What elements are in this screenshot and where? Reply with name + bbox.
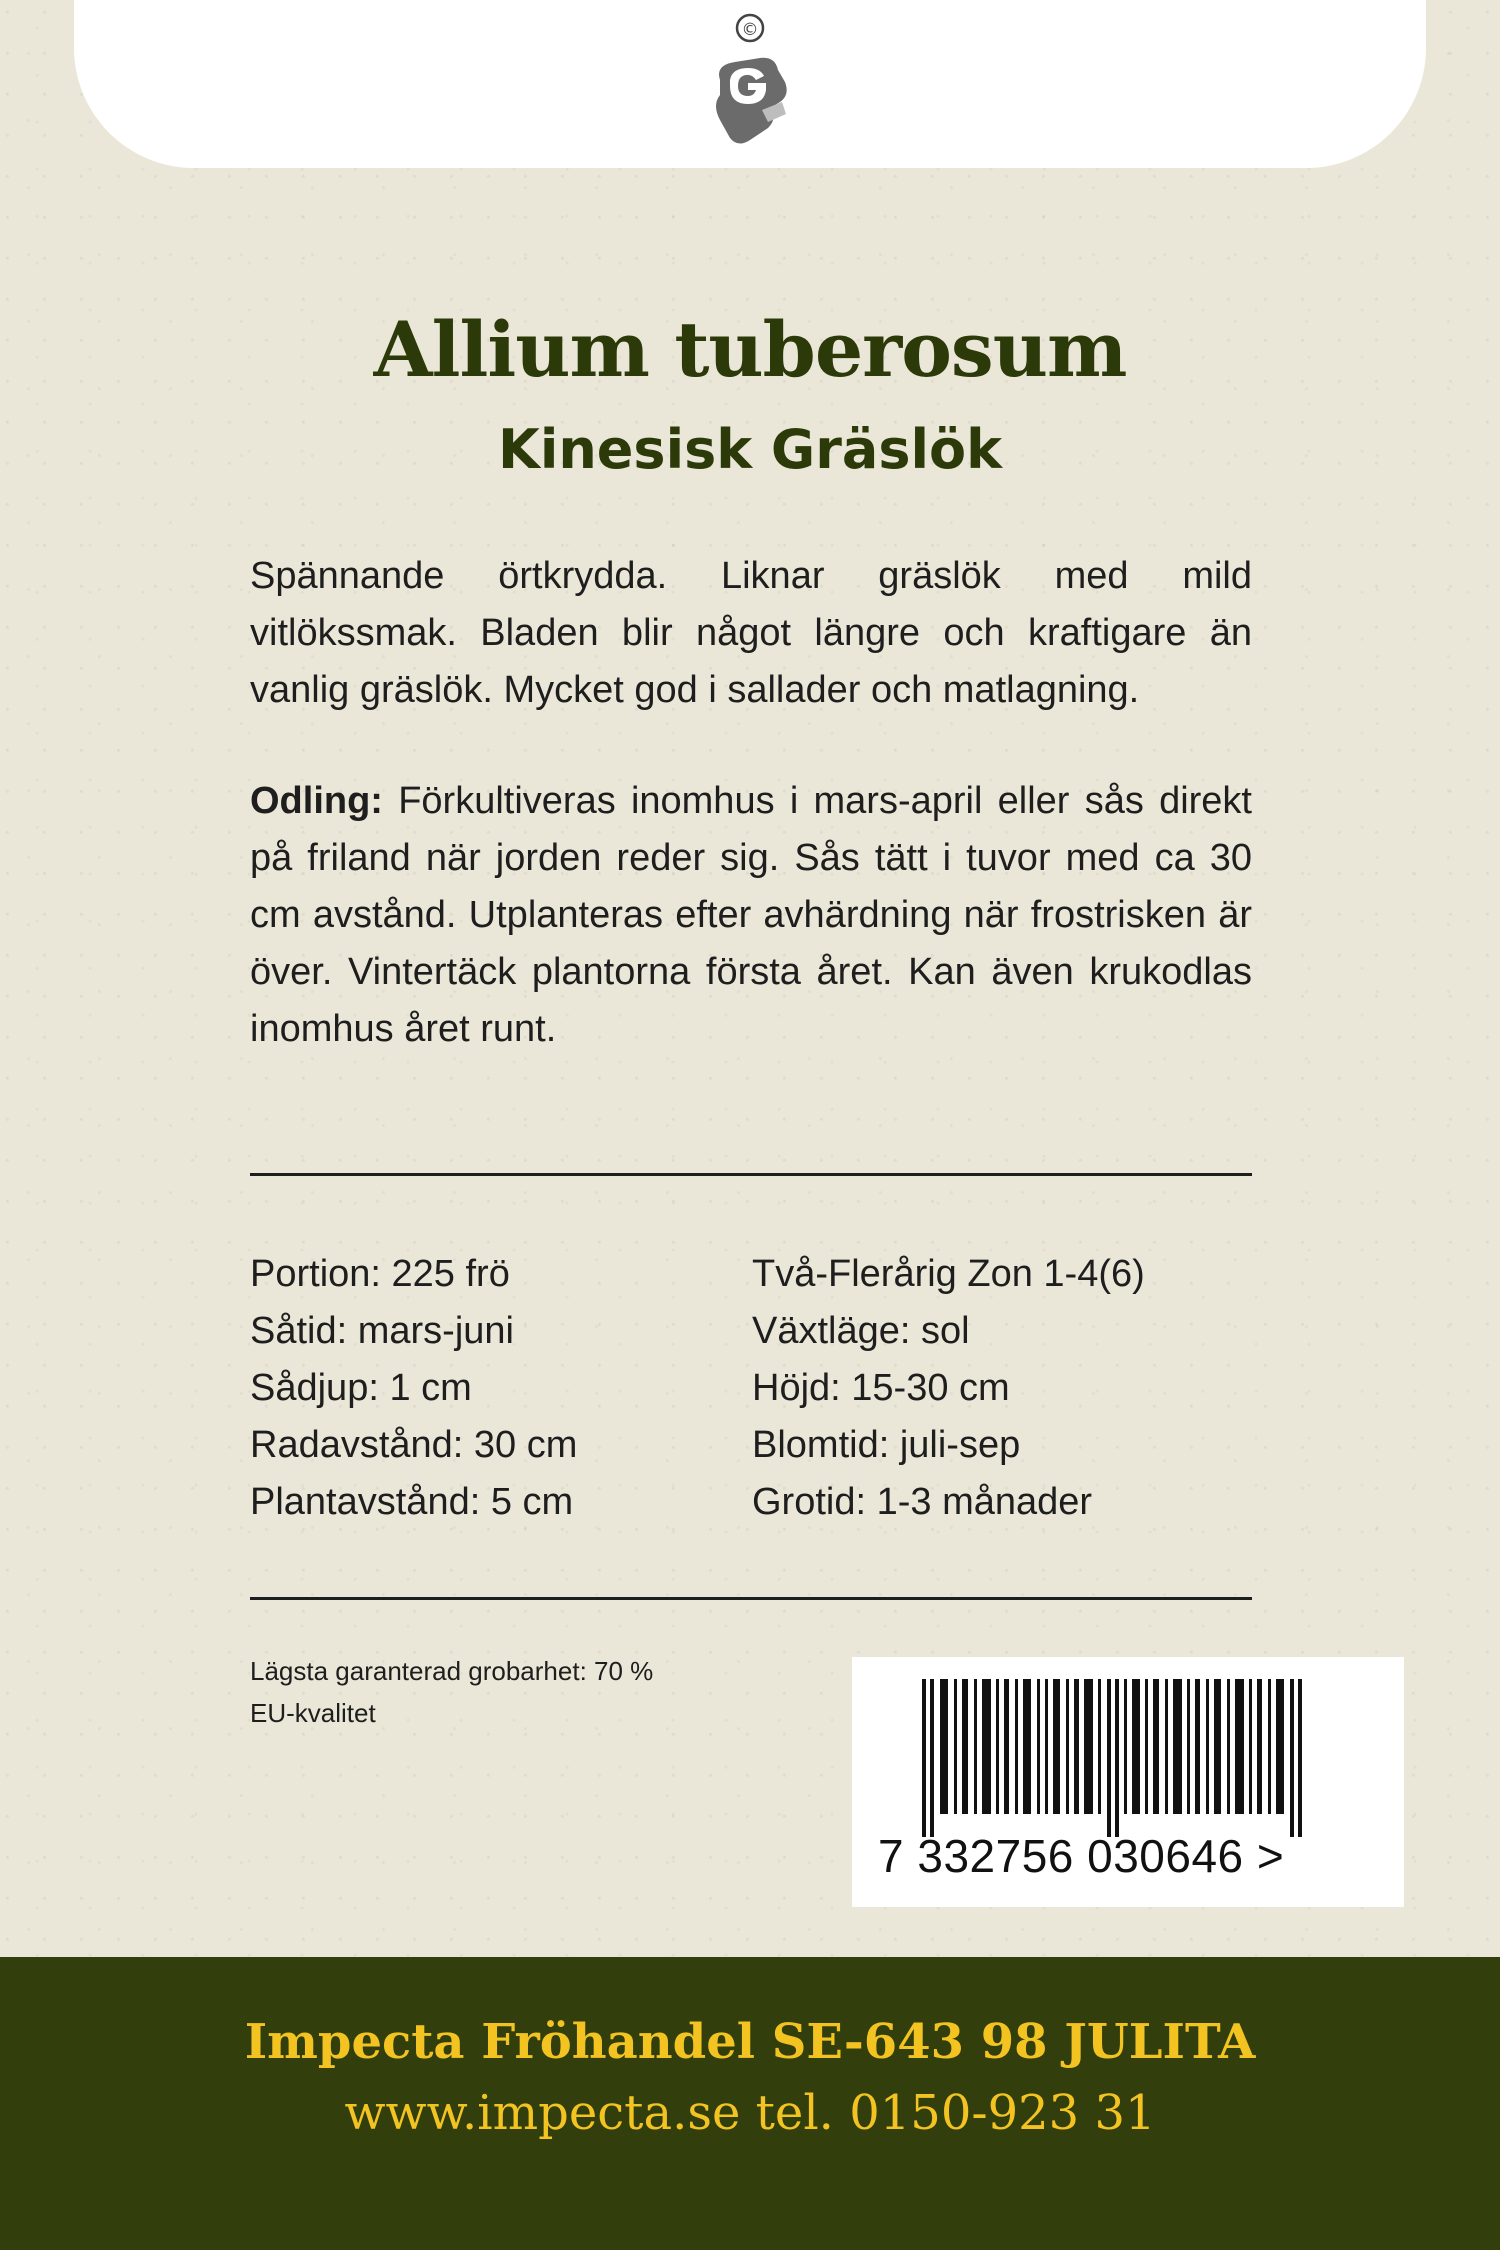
spec-germination-time: Grotid: 1-3 månader: [752, 1481, 1093, 1523]
spec-bloom-time: Blomtid: juli-sep: [752, 1424, 1021, 1466]
barcode-bars-icon: [852, 1657, 1404, 1837]
spec-portion: Portion: 225 frö: [250, 1253, 510, 1295]
spec-height: Höjd: 15-30 cm: [752, 1367, 1010, 1409]
spec-plant-spacing: Plantavstånd: 5 cm: [250, 1481, 574, 1523]
cultivation-instructions: [250, 773, 1252, 1058]
spec-sowing-depth: Sådjup: 1 cm: [250, 1367, 472, 1409]
spec-row-spacing: Radavstånd: 30 cm: [250, 1424, 578, 1466]
product-description: Spännande örtkrydda. Liknar gräslök med mild vitlökssmak. Bladen blir något längre och kraftigare än vanlig gräslök. Mycket god i sallader och matlagning.: [250, 555, 1252, 711]
specs-right-list: [752, 1246, 1145, 1531]
company-address: Impecta Fröhandel SE-643 98 JULITA: [244, 2014, 1256, 2070]
specs-left-list: [250, 1246, 577, 1531]
product-latin-name: Allium tuberosum: [373, 305, 1127, 394]
company-contact: www.impecta.se tel. 0150-923 31: [344, 2085, 1156, 2141]
spec-sowing-time: Såtid: mars-juni: [250, 1310, 514, 1352]
barcode-number: 7 332756 030646 >: [878, 1830, 1285, 1882]
spec-location: Växtläge: sol: [752, 1310, 970, 1352]
quality-notes: [250, 1650, 653, 1734]
cultivation-text: Förkultiveras inomhus i mars-april eller sås direkt på friland när jorden reder sig. Sås tätt i tuvor med ca 30 cm avstånd. Utplanteras efter avhärdning när frostrisken är över. Vintertäck plantorna första året. Kan även krukodlas inomhus året runt.: [250, 780, 1252, 1050]
divider-bottom: [250, 1597, 1252, 1600]
footer-band: [0, 1957, 1500, 2250]
copyright-symbol: ©: [741, 20, 759, 40]
divider-top: [250, 1173, 1252, 1176]
eu-quality-note: EU-kvalitet: [250, 1698, 376, 1728]
germination-note: Lägsta garanterad grobarhet: 70 %: [250, 1656, 654, 1686]
impecta-logo-icon: [690, 10, 810, 160]
spec-lifecycle-zone: Två-Flerårig Zon 1-4(6): [752, 1253, 1145, 1295]
product-common-name: Kinesisk Gräslök: [498, 418, 1002, 481]
cultivation-label: Odling:: [250, 780, 383, 822]
brand-logo: [690, 10, 810, 160]
barcode: [852, 1657, 1404, 1907]
